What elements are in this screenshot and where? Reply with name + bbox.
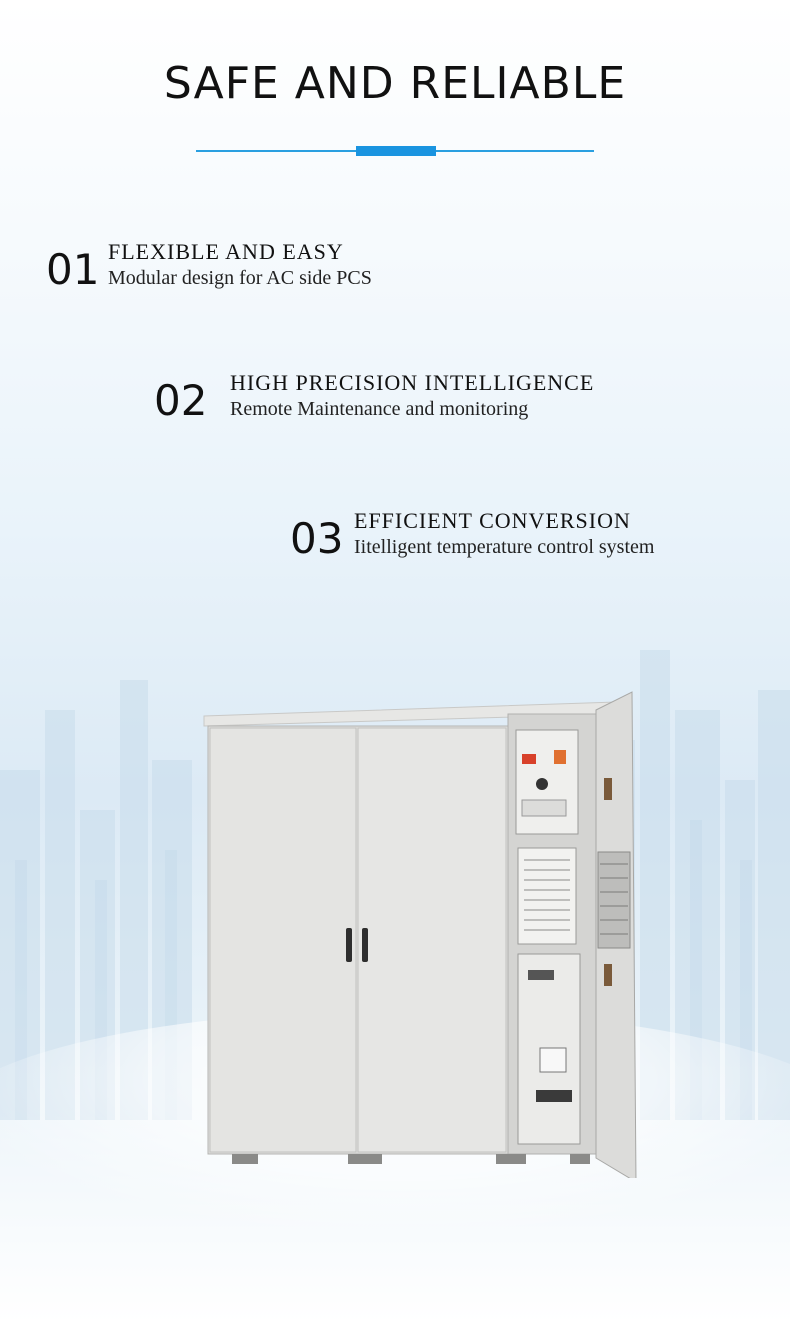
page-title: SAFE AND RELIABLE xyxy=(163,58,627,109)
cabinet-product-image xyxy=(196,688,656,1178)
feature-subtitle: Iitelligent temperature control system xyxy=(354,536,655,558)
title-underline-accent xyxy=(356,146,436,156)
feature-title: FLEXIBLE AND EASY xyxy=(108,239,344,264)
feature-title: EFFICIENT CONVERSION xyxy=(354,508,631,533)
feature-number: 03 xyxy=(290,514,344,563)
feature-subtitle: Modular design for AC side PCS xyxy=(108,267,372,289)
feature-number: 02 xyxy=(154,376,208,425)
feature-number: 01 xyxy=(46,245,100,294)
feature-subtitle: Remote Maintenance and monitoring xyxy=(230,398,529,420)
feature-title: HIGH PRECISION INTELLIGENCE xyxy=(230,370,595,395)
